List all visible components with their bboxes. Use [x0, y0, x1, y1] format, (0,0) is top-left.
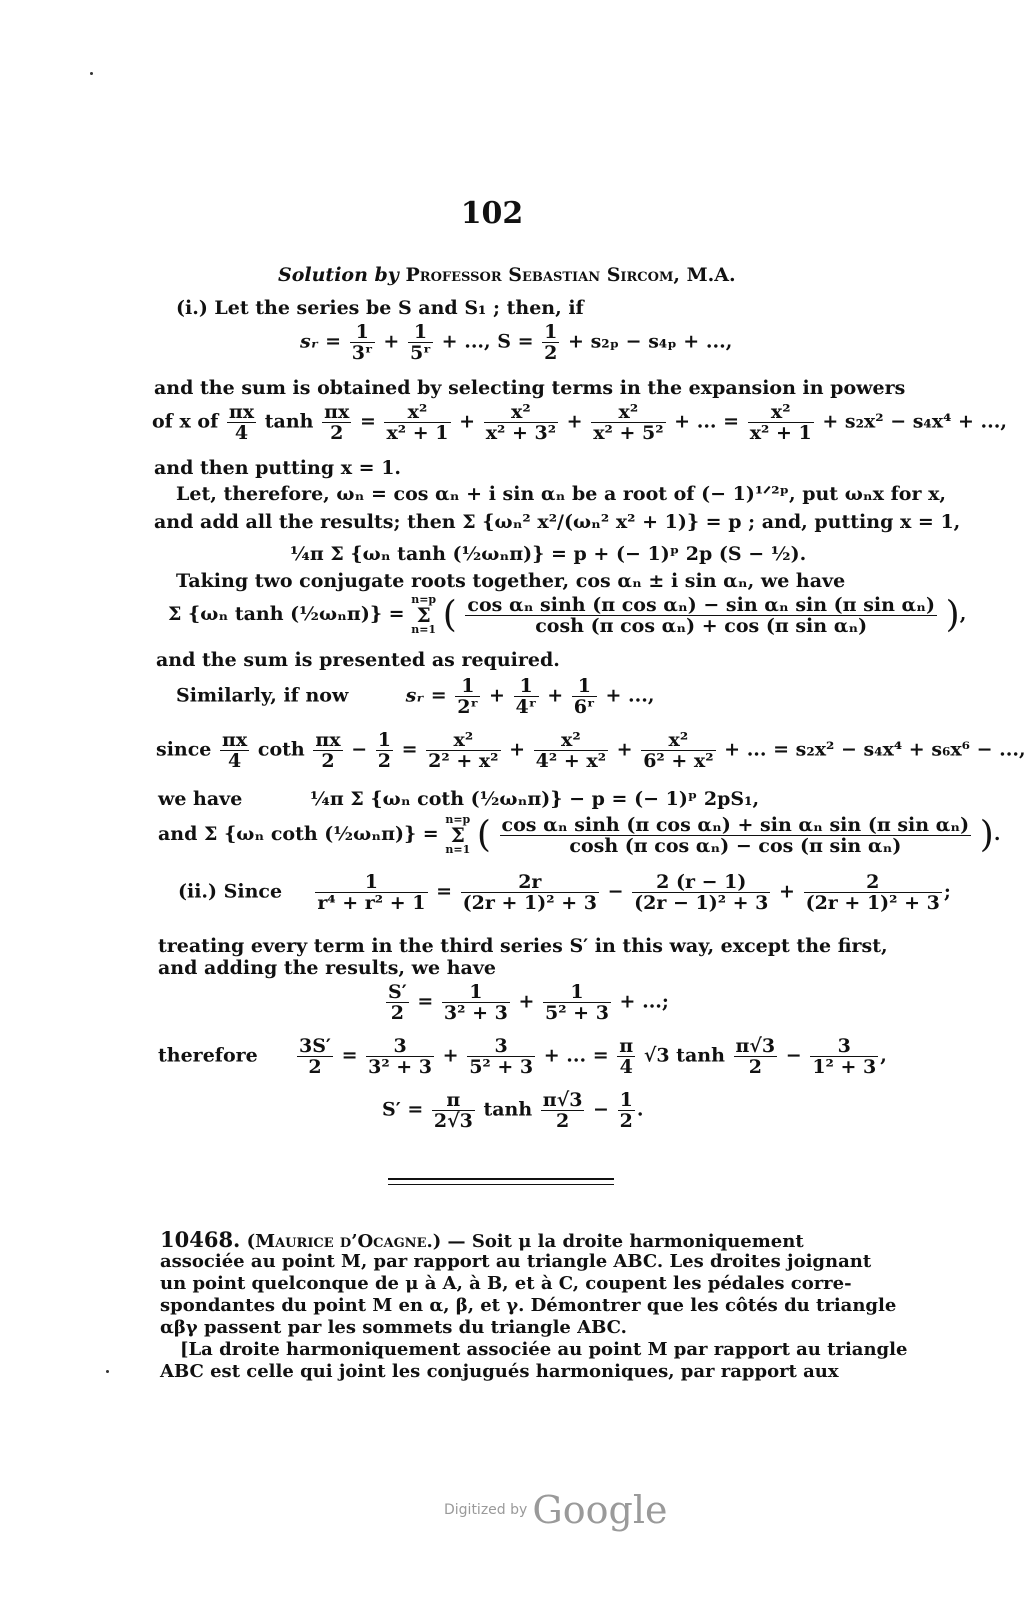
- denominator: 2: [330, 422, 344, 444]
- minus: −: [785, 1044, 802, 1067]
- denominator: 4ʳ: [515, 696, 537, 718]
- line-sum-obtained: and the sum is obtained by selecting terms in the expansion in powers: [154, 377, 906, 399]
- plus: +: [489, 684, 505, 707]
- denominator: (2r + 1)² + 3: [462, 892, 597, 914]
- numerator: πx: [315, 729, 341, 751]
- question-author: (Maurice d’Ocagne.): [246, 1231, 442, 1252]
- denominator: 2: [321, 750, 335, 772]
- therefore: therefore: [158, 1044, 258, 1067]
- numerator: 1: [544, 321, 558, 343]
- fraction: [322, 402, 351, 443]
- denominator: 2√3: [433, 1110, 473, 1132]
- denominator: 2: [377, 750, 391, 772]
- equation-part2-since: (ii.) Since $\frac{1}{\text{r⁴ + r² + 1}}$ = $\frac{2r}{\text{(2r + 1)² + 3}}$ − $\frac{2 (r - 1)}{\text{(2r − 1)² + 3}}$ + $\frac{2}{\text{(2r + 1)² + 3}}$ ;: [178, 871, 951, 914]
- fraction: [572, 676, 597, 717]
- denominator: x² + 5²: [593, 422, 664, 444]
- numerator: 1: [377, 729, 391, 751]
- fraction: [810, 1036, 878, 1077]
- denominator: 2: [308, 1056, 322, 1078]
- numerator: x²: [641, 730, 715, 751]
- fraction: [804, 872, 942, 913]
- numerator: 1: [572, 676, 597, 697]
- fraction: [748, 402, 814, 443]
- sum-lower: n=1: [411, 623, 437, 636]
- question-first-line: [160, 1229, 804, 1253]
- line-let-therefore: Let, therefore, ωₙ = cos αₙ + i sin αₙ be a root of (− 1)¹ᐟ²ᵖ, put ωₙx for x,: [176, 483, 947, 505]
- dots: + ... =: [674, 410, 740, 433]
- equals: =: [359, 410, 376, 433]
- scan-speck: [90, 72, 93, 75]
- eq-sr-lhs: sᵣ =: [405, 684, 447, 707]
- fraction: [467, 1036, 535, 1077]
- eq-we-have: ¼π Σ {ωₙ coth (½ωₙπ)} − p = (− 1)ᵖ 2pS₁,: [310, 788, 760, 810]
- denominator: 2: [619, 1110, 633, 1132]
- fraction: [227, 402, 256, 443]
- minus: −: [593, 1098, 609, 1121]
- question-line-4: spondantes du point M en α, β, et γ. Démontrer que les côtés du triangle: [160, 1295, 897, 1316]
- fraction: [641, 730, 715, 771]
- line-putting: and then putting x = 1.: [154, 457, 402, 479]
- question-line-1: — Soit μ la droite harmoniquement: [447, 1231, 804, 1252]
- eq-s-tail: + s₂ₚ − s₄ₚ + ...,: [568, 330, 733, 353]
- fraction: [632, 872, 770, 913]
- numerator: x²: [484, 402, 558, 423]
- line-presented: and the sum is presented as required.: [156, 649, 560, 671]
- since: since: [156, 738, 212, 761]
- fraction: [543, 982, 611, 1023]
- question-line-3: un point quelconque de μ à A, à B, et à C, coupent les pédales corre-: [160, 1273, 852, 1294]
- plus: +: [547, 684, 564, 707]
- google-watermark: [444, 1488, 667, 1532]
- sum-upper: n=p: [411, 593, 437, 606]
- numerator: cos αₙ sinh (π cos αₙ) + sin αₙ sin (π sin αₙ): [501, 813, 970, 836]
- denominator: 2: [555, 1110, 570, 1132]
- coth-tail: + ... = s₂x² − s₄x⁴ + s₆x⁶ − ...,: [724, 738, 1026, 761]
- denominator: 2: [748, 1056, 762, 1078]
- numerator: π: [619, 1035, 634, 1057]
- numerator: S′: [388, 981, 407, 1003]
- page-number: 102: [460, 196, 524, 231]
- plus: +: [566, 410, 583, 433]
- sum-lower: n=1: [445, 843, 471, 856]
- numerator: 3S′: [298, 1035, 331, 1057]
- equation-therefore: therefore $\frac{3S'}{2}$ = $\frac{3}{\text{3² + 3}}$ + $\frac{3}{\text{5² + 3}}$ + ... = $\frac{\pi}{4}$ √3 tanh $\frac{\pi√3}{2}$ − $\frac{3}{\text{1² + 3}}$ ,: [158, 1035, 887, 1078]
- paren-open: (: [442, 594, 457, 636]
- separator-rule-bottom: [388, 1184, 614, 1185]
- denominator: 4: [619, 1056, 633, 1078]
- series-tail: + s₂x² − s₄x⁴ + ...,: [822, 410, 1008, 433]
- fraction: [432, 1090, 475, 1131]
- line-taking: Taking two conjugate roots together, cos αₙ ± i sin αₙ, we have: [176, 570, 846, 592]
- denominator: cosh (π cos αₙ) − cos (π sin αₙ): [569, 834, 902, 857]
- numerator: 1: [455, 676, 480, 697]
- numerator: πx: [222, 729, 248, 751]
- paren-open: (: [476, 814, 491, 856]
- paren-close: ): [945, 594, 960, 636]
- denominator: 3² + 3: [368, 1056, 433, 1078]
- line-adding: and adding the results, we have: [158, 957, 496, 979]
- numerator: 1: [543, 982, 611, 1003]
- fraction: [408, 322, 433, 363]
- denominator: 1² + 3: [812, 1056, 877, 1078]
- plus: +: [518, 990, 535, 1013]
- fraction: [461, 872, 599, 913]
- denominator: x² + 3²: [485, 422, 557, 444]
- numerator: cos αₙ sinh (π cos αₙ) − sin αₙ sin (π sin αₙ): [467, 593, 936, 616]
- question-line-2: associée au point M, par rapport au triangle ABC. Les droites joignant: [160, 1251, 872, 1272]
- fraction: [534, 730, 608, 771]
- similarly: Similarly, if now: [176, 684, 349, 707]
- question-line-5: αβγ passent par les sommets du triangle ABC.: [160, 1317, 627, 1338]
- line-treating: treating every term in the third series S′ in this way, except the first,: [158, 935, 888, 957]
- fraction: [734, 1036, 778, 1077]
- root3-tanh: √3 tanh: [643, 1044, 725, 1067]
- google-logo: Google: [532, 1488, 668, 1532]
- fraction: [220, 730, 249, 771]
- sum-upper: n=p: [445, 813, 471, 826]
- denominator: 3ʳ: [351, 342, 373, 364]
- denominator: 6² + x²: [643, 750, 714, 772]
- dots: + ...;: [619, 990, 669, 1013]
- denominator: cosh (π cos αₙ) + cos (π sin αₙ): [535, 614, 868, 637]
- denominator: 4: [234, 422, 249, 444]
- equation-s-prime-final: S′ = $\frac{\pi}{2√3}$ tanh $\frac{\pi√3}{2}$ − $\frac{1}{2}$ .: [382, 1089, 644, 1132]
- tanh: tanh: [264, 410, 314, 433]
- numerator: 1: [315, 872, 427, 893]
- numerator: 2r: [461, 872, 599, 893]
- equals: =: [436, 880, 453, 903]
- equals: =: [417, 990, 434, 1013]
- equation-tanh-series: [152, 402, 1007, 443]
- numerator: 1: [514, 676, 539, 697]
- numerator: π√3: [735, 1035, 776, 1057]
- eq-sr-rest: + ..., S =: [441, 330, 534, 353]
- fraction: [465, 595, 937, 636]
- numerator: x²: [426, 730, 500, 751]
- equation-coth-series: [156, 730, 1026, 771]
- fraction: [384, 402, 450, 443]
- fraction: [315, 872, 427, 913]
- minus: −: [351, 738, 368, 761]
- numerator: 1: [619, 1089, 633, 1111]
- numerator: πx: [324, 401, 350, 423]
- eq-quarter-pi-tanh: ¼π Σ {ωₙ tanh (½ωₙπ)} = p + (− 1)ᵖ 2p (S − ½).: [290, 543, 807, 565]
- numerator: 2 (r − 1): [632, 872, 770, 893]
- fraction: [376, 730, 393, 771]
- eq-sr-lhs: sᵣ =: [300, 330, 342, 353]
- denominator: x² + 1: [386, 422, 449, 444]
- denominator: 6ʳ: [573, 696, 595, 718]
- solution-heading: [278, 263, 736, 287]
- denominator: (2r − 1)² + 3: [634, 892, 769, 914]
- plus: +: [383, 330, 400, 353]
- plus: +: [442, 1044, 459, 1067]
- fraction: [442, 982, 510, 1023]
- solution-author: Professor Sebastian Sircom, M.A.: [405, 264, 736, 286]
- fraction: [366, 1036, 434, 1077]
- fraction: [297, 1036, 333, 1077]
- denominator: 2ʳ: [457, 696, 479, 718]
- question-line-7: ABC est celle qui joint les conjugués harmoniques, par rapport aux: [160, 1361, 839, 1382]
- fraction: [313, 730, 342, 771]
- numerator: x²: [534, 730, 608, 751]
- numerator: 3: [467, 1036, 535, 1057]
- sigma: Σ: [416, 603, 431, 627]
- sum-symbol: [411, 594, 436, 636]
- fraction: [541, 1090, 585, 1131]
- fraction: [591, 402, 665, 443]
- digitized-by-text: Digitized by: [444, 1502, 528, 1518]
- minus: −: [607, 880, 624, 903]
- denominator: 2² + x²: [428, 750, 499, 772]
- sigma: Σ: [450, 823, 465, 847]
- equation-sum-tanh: Σ {ωₙ tanh (½ωₙπ)} = n=p Σ n=1 ( $\frac{\text{cos αₙ sinh (π cos αₙ) − sin αₙ sin (π sin αₙ)}}{\text{cosh (π cos αₙ) + cos (π sin αₙ)}}$ ),: [168, 593, 967, 637]
- denominator: 5ʳ: [409, 342, 432, 364]
- fraction: [514, 676, 539, 717]
- sum-symbol: [445, 814, 470, 856]
- denominator: 2: [544, 342, 558, 364]
- denominator: 4² + x²: [535, 750, 607, 772]
- coth: coth: [257, 738, 305, 761]
- fraction: [455, 676, 480, 717]
- equation-sr: [300, 322, 732, 363]
- equation-similarly: [176, 676, 655, 717]
- numerator: 3: [810, 1036, 878, 1057]
- numerator: 1: [350, 322, 375, 343]
- fraction: [386, 982, 409, 1023]
- numerator: 1: [408, 322, 433, 343]
- question-number: 10468.: [160, 1227, 241, 1252]
- plus: +: [509, 738, 526, 761]
- fraction: [500, 815, 972, 856]
- fraction: [617, 1036, 635, 1077]
- denominator: 3² + 3: [443, 1002, 508, 1024]
- numerator: x²: [384, 402, 450, 423]
- numerator: 2: [804, 872, 942, 893]
- s-prime-eq: S′ =: [382, 1098, 424, 1121]
- denominator: x² + 1: [749, 422, 812, 444]
- dots: + ...,: [605, 684, 655, 707]
- paren-close: ): [979, 814, 994, 856]
- part1-intro: (i.) Let the series be S and S₁ ; then, if: [176, 297, 584, 319]
- plus: +: [779, 880, 795, 903]
- fraction: [542, 322, 559, 363]
- label-we-have: we have: [158, 788, 243, 810]
- solution-label: Solution by: [278, 264, 399, 286]
- equals: =: [341, 1044, 358, 1067]
- equals: =: [401, 738, 418, 761]
- denominator: 5² + 3: [545, 1002, 609, 1024]
- denominator: 2: [390, 1002, 404, 1024]
- equation-s-prime-half: [384, 982, 669, 1023]
- numerator: 1: [442, 982, 510, 1003]
- of-x-of: of x of: [152, 410, 219, 433]
- line-add-results: and add all the results; then Σ {ωₙ² x²/(ωₙ² x² + 1)} = p ; and, putting x = 1,: [154, 511, 961, 533]
- denominator: 4: [228, 750, 242, 772]
- sum-tanh-lhs: Σ {ωₙ tanh (½ωₙπ)} =: [168, 603, 405, 625]
- fraction: [618, 1090, 635, 1131]
- plus: +: [616, 738, 633, 761]
- fraction: [484, 402, 558, 443]
- dots: + ... =: [543, 1044, 609, 1067]
- tanh: tanh: [483, 1098, 533, 1121]
- denominator: (2r + 1)² + 3: [805, 892, 940, 914]
- part2-since: (ii.) Since: [178, 880, 283, 903]
- denominator: r⁴ + r² + 1: [317, 892, 426, 914]
- numerator: x²: [591, 402, 665, 423]
- numerator: x²: [748, 402, 814, 423]
- numerator: π: [432, 1090, 475, 1111]
- denominator: 5² + 3: [469, 1056, 534, 1078]
- scan-speck: [106, 1370, 109, 1373]
- fraction: [350, 322, 375, 363]
- plus: +: [459, 410, 476, 433]
- numerator: πx: [228, 401, 255, 423]
- numerator: π√3: [542, 1089, 583, 1111]
- sum-coth-lhs: and Σ {ωₙ coth (½ωₙπ)} =: [158, 823, 439, 845]
- numerator: 3: [366, 1036, 434, 1057]
- equation-sum-coth: and Σ {ωₙ coth (½ωₙπ)} = n=p Σ n=1 ( $\frac{\text{cos αₙ sinh (π cos αₙ) + sin αₙ sin (π sin αₙ)}}{\text{cosh (π cos αₙ) − cos (π sin αₙ)}}$ ).: [158, 813, 1001, 857]
- separator-rule-top: [388, 1178, 614, 1180]
- fraction: [426, 730, 500, 771]
- question-line-6: [La droite harmoniquement associée au point M par rapport au triangle: [180, 1339, 908, 1360]
